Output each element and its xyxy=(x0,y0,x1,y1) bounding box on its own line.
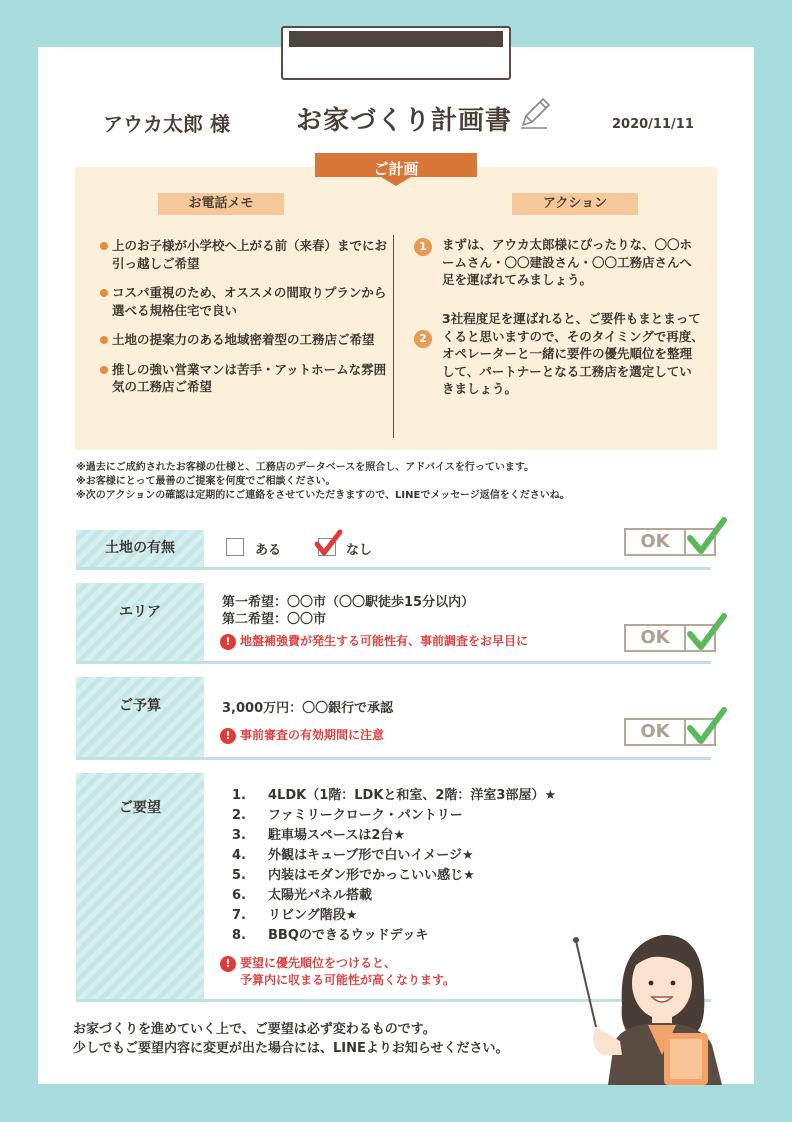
note-line: ※次のアクションの確認は定期的にご連絡をさせていただきますので、LINEでメッセージ返信をくださいね。 xyxy=(76,490,570,501)
area-warning-text: 地盤補強費が発生する可能性有、事前調査をお早目に xyxy=(240,634,529,648)
memo-item: 上のお子様が小学校へ上がる前（来春）までにお引っ越しご希望 xyxy=(100,237,390,272)
action-text: まずは、アウカ太郎様にぴったりな、〇〇ホームさん・〇〇建設さん・〇〇工務店さんへ足を運ばれてみましょう。 xyxy=(442,237,693,287)
memo-item: コスパ重視のため、オススメの間取りプランから選べる規格住宅で良い xyxy=(100,284,390,319)
action-heading: アクション xyxy=(512,193,638,215)
memo-heading: お電話メモ xyxy=(158,193,284,215)
page-title: お家づくり計画書 xyxy=(296,106,513,136)
footer-line: お家づくりを進めていく上で、ご要望は必ず変わるものです。 xyxy=(73,1022,436,1037)
row-label-area: エリア xyxy=(76,583,204,661)
list-item: 8. BBQのできるウッドデッキ xyxy=(232,928,429,943)
list-item: 7. リビング階段★ xyxy=(232,908,358,923)
document-date: 2020/11/11 xyxy=(612,117,694,132)
plan-tab-label: ご計画 xyxy=(373,160,419,178)
footer-line: 少しでもご要望内容に変更が出た場合には、LINEよりお知らせください。 xyxy=(73,1041,509,1056)
ok-badge: OK xyxy=(624,624,686,652)
row-divider xyxy=(76,757,711,760)
wishes-warning-line1: 要望に優先順位をつけると、 xyxy=(240,956,397,970)
green-check-icon xyxy=(684,516,728,556)
wishes-list xyxy=(232,786,556,946)
memo-item: 土地の提案力のある地域密着型の工務店ご希望 xyxy=(100,331,390,349)
wishes-warning xyxy=(220,955,455,988)
area-second-choice: 第二希望：〇〇市 xyxy=(222,612,327,627)
alert-icon: ! xyxy=(220,728,236,744)
list-item: 3. 駐車場スペースは2台★ xyxy=(232,828,406,843)
list-item: 6. 太陽光パネル搭載 xyxy=(232,888,373,903)
pencil-icon xyxy=(517,95,553,131)
green-check-icon xyxy=(684,612,728,652)
budget-warning-text: 事前審査の有効期間に注意 xyxy=(240,728,385,742)
row-label-wishes: ご要望 xyxy=(76,773,204,999)
row-label-budget: ご予算 xyxy=(76,677,204,757)
red-check-icon xyxy=(313,528,343,558)
footer-text xyxy=(73,1020,509,1058)
row-divider xyxy=(76,661,711,664)
wishes-warning-line2: 予算内に収まる可能性が高くなります。 xyxy=(240,972,456,987)
list-item: 4. 外観はキューブ形で白いイメージ★ xyxy=(232,848,474,863)
memo-item: 推しの強い営業マンは苦手・アットホームな雰囲気の工務店ご希望 xyxy=(100,361,390,396)
area-warning xyxy=(220,633,528,650)
row-label-land: 土地の有無 xyxy=(76,530,204,567)
memo-list xyxy=(100,237,390,408)
clipboard-clip xyxy=(281,26,511,80)
step-number: 2 xyxy=(414,330,432,348)
budget-amount: 3,000万円：〇〇銀行で承認 xyxy=(222,701,394,716)
alert-icon: ! xyxy=(220,956,236,972)
list-item: 1. 4LDK（1階：LDKと和室、2階：洋室3部屋）★ xyxy=(232,788,557,803)
customer-name: アウカ太郎 様 xyxy=(103,112,230,136)
ok-badge: OK xyxy=(624,718,686,746)
green-check-icon xyxy=(684,706,728,746)
row-divider xyxy=(76,567,711,570)
list-item: 2. ファミリークローク・パントリー xyxy=(232,808,463,823)
list-item: 5. 内装はモダン形でかっこいい感じ★ xyxy=(232,868,475,883)
advisor-illustration xyxy=(566,905,736,1085)
budget-warning xyxy=(220,727,384,744)
step-number: 1 xyxy=(414,238,432,256)
clip-bar xyxy=(289,31,503,47)
option-yes-label: ある xyxy=(255,543,282,558)
notes xyxy=(76,461,570,503)
note-line: ※お客様にとって最善のご提案を何度でご相談ください。 xyxy=(76,476,336,487)
option-no-label: なし xyxy=(346,543,373,558)
plan-divider xyxy=(393,235,394,438)
note-line: ※過去にご成約されたお客様の仕様と、工務店のデータベースを照合し、アドバイスを行っています。 xyxy=(76,462,535,473)
alert-icon: ! xyxy=(220,634,236,650)
area-first-choice: 第一希望：〇〇市（〇〇駅徒歩15分以内） xyxy=(222,595,475,610)
action-text: 3社程度足を運ばれると、ご要件もまとまってくると思いますので、そのタイミングで再度、オペレーターと一緒に要件の優先順位を整理して、パートナーとなる工務店を選定していきましょう。 xyxy=(442,311,704,396)
checkbox-yes[interactable] xyxy=(226,538,244,556)
ok-badge: OK xyxy=(624,528,686,556)
